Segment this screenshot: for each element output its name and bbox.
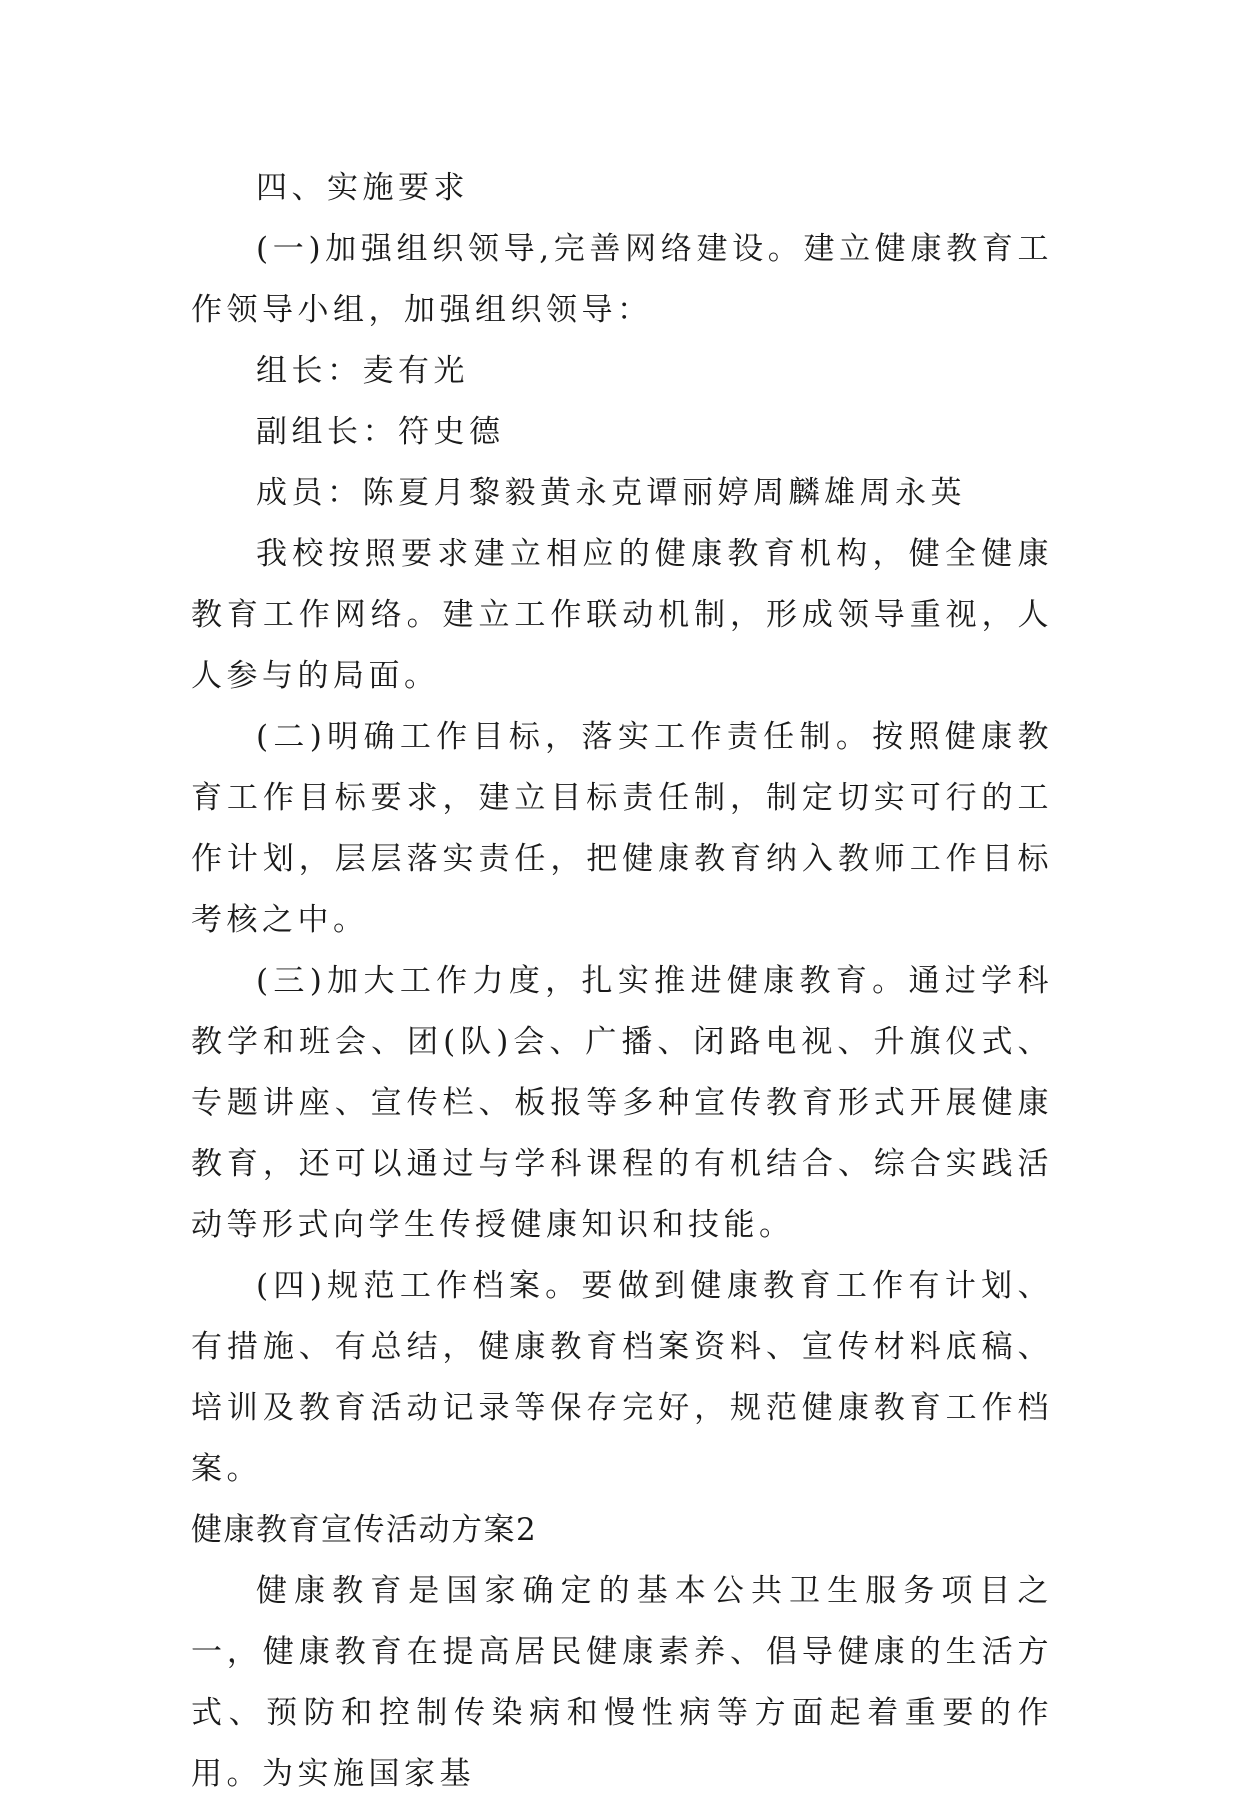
- section-title: 健康教育宣传活动方案2: [191, 1512, 538, 1548]
- heading-implementation-requirements: 四、实施要求: [256, 170, 469, 206]
- item-work-archives: (四)规范工作档案。要做到健康教育工作有计划、有措施、有总结，健康教育档案资料、宣传材料底稿、培训及教育活动记录等保存完好，规范健康教育工作档案。: [191, 1268, 1053, 1487]
- deputy-leader-line: 副组长：符史德: [256, 414, 505, 450]
- item-work-intensity: (三)加大工作力度，扎实推进健康教育。通过学科教学和班会、团(队)会、广播、闭路电视、升旗仪式、专题讲座、宣传栏、板报等多种宣传教育形式开展健康教育，还可以通过与学科课程的有机结合、综合实践活动等形式向学生传授健康知识和技能。: [191, 963, 1053, 1243]
- document-body: [191, 158, 1053, 1805]
- paragraph-intro: 健康教育是国家确定的基本公共卫生服务项目之一，健康教育在提高居民健康素养、倡导健康的生活方式、预防和控制传染病和慢性病等方面起着重要的作用。为实施国家基: [191, 1573, 1053, 1792]
- members-line: 成员：陈夏月黎毅黄永克谭丽婷周麟雄周永英: [256, 475, 966, 511]
- leader-line: 组长：麦有光: [256, 353, 469, 389]
- item-work-goals: (二)明确工作目标，落实工作责任制。按照健康教育工作目标要求，建立目标责任制，制定切实可行的工作计划，层层落实责任，把健康教育纳入教师工作目标考核之中。: [191, 719, 1053, 938]
- paragraph-network: 我校按照要求建立相应的健康教育机构，健全健康教育工作网络。建立工作联动机制，形成领导重视，人人参与的局面。: [191, 536, 1053, 694]
- item-organization-leadership: (一)加强组织领导,完善网络建设。建立健康教育工作领导小组，加强组织领导：: [191, 231, 1053, 328]
